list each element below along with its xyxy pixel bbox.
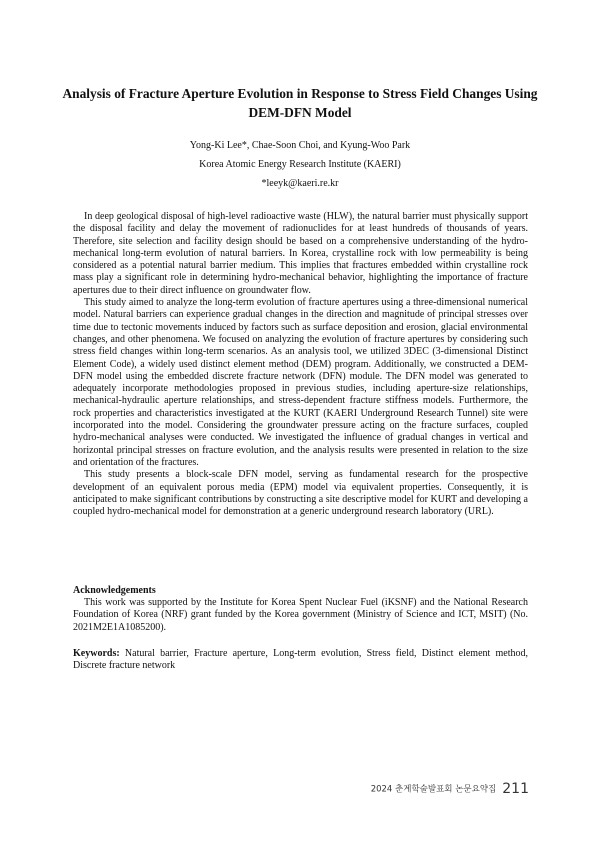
corresponding-email: *leeyk@kaeri.re.kr xyxy=(261,178,339,189)
abstract-body xyxy=(73,211,528,518)
author-list: Yong-Ki Lee*, Chae-Soon Choi, and Kyung-Woo Park xyxy=(189,140,411,151)
abstract-paragraph-3: This study presents a block-scale DFN model, serving as fundamental research for the prospective development of an equivalent porous media (EPM) model via equivalent properties. Consequently, it is anticipated to make significant contributions by constructing a site descriptive model for KURT and developing a coupled hydro-mechanical model for demonstration at a generic underground research laboratory (URL). xyxy=(73,469,528,518)
abstract-paragraph-2: This study aimed to analyze the long-term evolution of fracture apertures using a three-dimensional numerical model. Natural barriers can experience gradual changes in the direction and magnitude of principal stresses over time due to tectonic movements induced by factors such as surface deposition and erosion, glacial environmental changes, and other phenomena. We focused on analyzing the evolution of fracture apertures by considering such stress field changes within long-term scenarios. As an analysis tool, we utilized 3DEC (3-dimensional Distinct Element Code), a widely used distinct element method (DEM) program. Additionally, we constructed a DEM-DFN model using the embedded discrete fracture network (DFN) module. The DFN model was generated to adequately incorporate methodologies proposed in previous studies, including aperture-size relationships, mechanical-hydraulic aperture relationships, and stress-dependent fracture stiffness models. Furthermore, the rock properties and characteristics investigated at the KURT (KAERI Underground Research Tunnel) site were incorporated into the model. Considering the groundwater pressure acting on the fracture surfaces, coupled hydro-mechanical analyses were conducted. We investigated the influence of gradual changes in vertical and horizontal principal stresses on fracture evolution, and the analysis results were presented in relation to the size and orientation of the fractures. xyxy=(73,297,528,468)
acknowledgements-text: This work was supported by the Institute for Korea Spent Nuclear Fuel (iKSNF) and the National Research Foundation of Korea (NRF) grant funded by the Korea government (Ministry of Science and ICT, MSIT) (No. 2021M2E1A1085200). xyxy=(73,597,528,633)
page-number: 211 xyxy=(502,780,529,797)
acknowledgements-heading: Acknowledgements xyxy=(73,585,156,596)
keywords-text: Natural barrier, Fracture aperture, Long-term evolution, Stress field, Distinct element method, Discrete fracture network xyxy=(73,648,529,672)
paper-title: Analysis of Fracture Aperture Evolution in Response to Stress Field Changes Using DEM-DFN Model xyxy=(62,86,538,120)
page-footer xyxy=(371,778,529,797)
conference-name: 2024 춘계학술발표회 논문요약집 xyxy=(370,784,497,795)
affiliation: Korea Atomic Energy Research Institute (KAERI) xyxy=(199,159,401,170)
abstract-paragraph-1: In deep geological disposal of high-level radioactive waste (HLW), the natural barrier must physically support the disposal facility and delay the movement of radionuclides for at least hundreds of thousands of years. Therefore, site selection and facility design should be based on a comprehensive understanding of the hydro-mechanical long-term evolution of natural barriers. In Korea, crystalline rock with low permeability is being considered as a potential natural barrier medium. This implies that fractures embedded within crystalline rock mass play a significant role in determining hydro-mechanical behavior, highlighting the importance of fracture apertures due to their direct influence on groundwater flow. xyxy=(73,211,528,296)
keywords xyxy=(73,648,528,673)
keywords-label: Keywords: xyxy=(73,648,120,659)
